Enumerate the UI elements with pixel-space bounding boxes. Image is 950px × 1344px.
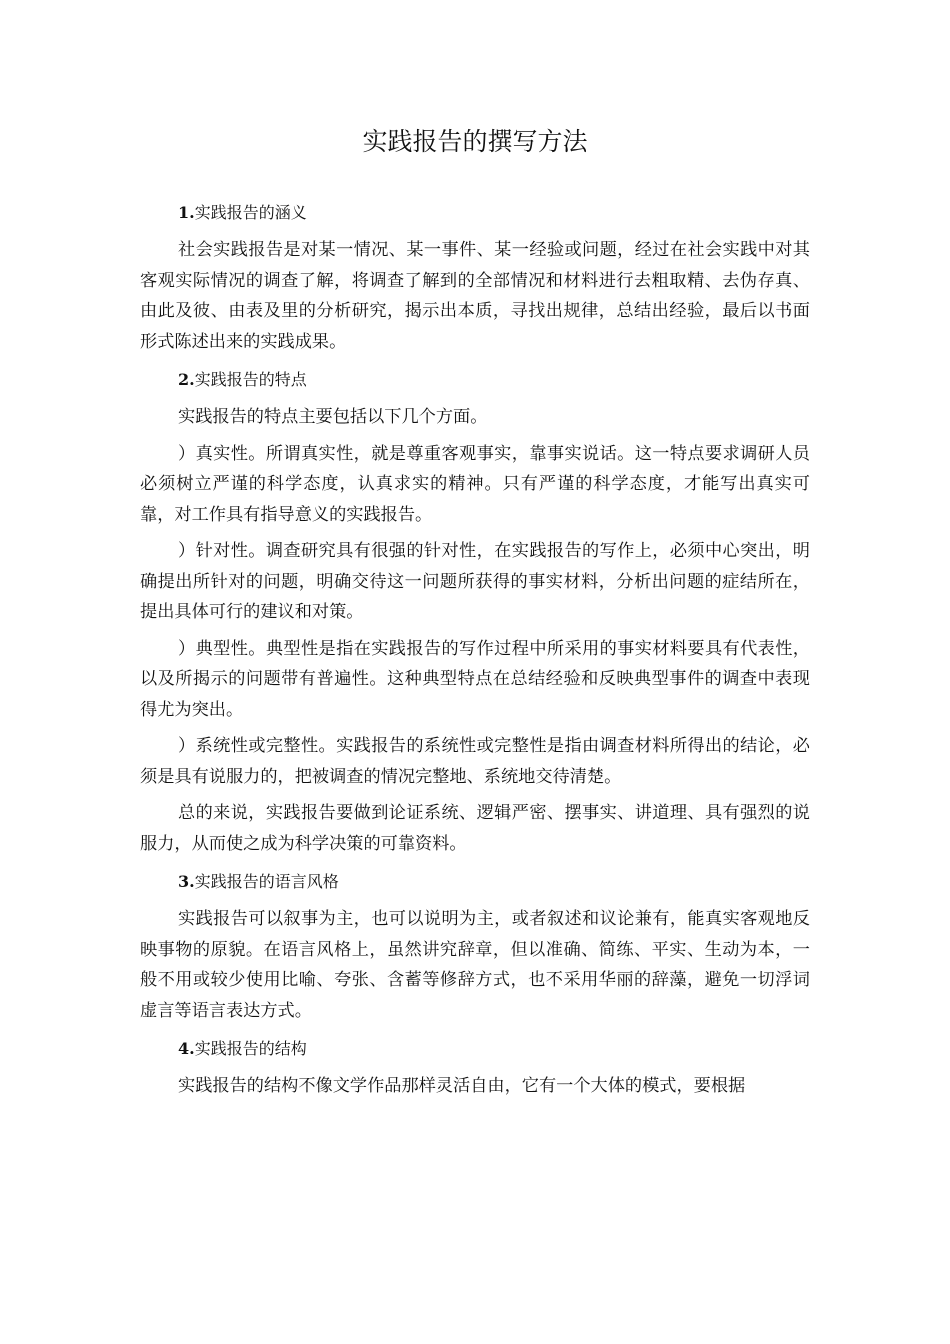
paragraph-closing: 总的来说，实践报告要做到论证系统、逻辑严密、摆事实、讲道理、具有强烈的说服力，从而使之成为科学决策的可靠资料。 bbox=[140, 803, 810, 854]
section-number: 2. bbox=[178, 370, 195, 389]
section-heading-2 bbox=[140, 363, 810, 397]
list-item: ）典型性。典型性是指在实践报告的写作过程中所采用的事实材料要具有代表性，以及所揭示的问题带有普遍性。这种典型特点在总结经验和反映典型事件的调查中表现得尤为突出。 bbox=[140, 638, 810, 720]
section-heading-4 bbox=[140, 1032, 810, 1066]
section-number: 4. bbox=[178, 1039, 195, 1058]
section-heading-3 bbox=[140, 865, 810, 899]
paragraph: 实践报告的结构不像文学作品那样灵活自由，它有一个大体的模式，要根据 bbox=[178, 1076, 746, 1096]
paragraph: 实践报告可以叙事为主，也可以说明为主，或者叙述和议论兼有，能真实客观地反映事物的原貌。在语言风格上，虽然讲究辞章，但以准确、简练、平实、生动为本，一般不用或较少使用比喻、夸张、含蓄等修辞方式，也不采用华丽的辞藻，避免一切浮词虚言等语言表达方式。 bbox=[140, 909, 810, 1021]
section-number: 3. bbox=[178, 872, 195, 891]
section-number: 1. bbox=[178, 203, 195, 222]
section-heading-text: 实践报告的结构 bbox=[194, 1039, 307, 1058]
document-body bbox=[140, 196, 810, 1108]
list-item: ）真实性。所谓真实性，就是尊重客观事实，靠事实说话。这一特点要求调研人员必须树立严谨的科学态度，认真求实的精神。只有严谨的科学态度，才能写出真实可靠，对工作具有指导意义的实践报告。 bbox=[140, 443, 810, 525]
paragraph-intro: 实践报告的特点主要包括以下几个方面。 bbox=[178, 407, 488, 427]
list-item: ）针对性。调查研究具有很强的针对性，在实践报告的写作上，必须中心突出，明确提出所针对的问题，明确交待这一问题所获得的事实材料，分析出问题的症结所在，提出具体可行的建议和对策。 bbox=[140, 541, 810, 622]
section-heading-text: 实践报告的涵义 bbox=[194, 203, 307, 222]
section-heading-text: 实践报告的语言风格 bbox=[194, 872, 339, 891]
paragraph: 社会实践报告是对某一情况、某一事件、某一经验或问题，经过在社会实践中对其客观实际情况的调查了解，将调查了解到的全部情况和材料进行去粗取精、去伪存真、由此及彼、由表及里的分析研究，揭示出本质，寻找出规律，总结出经验，最后以书面形式陈述出来的实践成果。 bbox=[140, 240, 810, 352]
section-heading-1 bbox=[140, 196, 810, 230]
page-title: 实践报告的撰写方法 bbox=[362, 127, 588, 156]
section-heading-text: 实践报告的特点 bbox=[194, 370, 307, 389]
list-item: ）系统性或完整性。实践报告的系统性或完整性是指由调查材料所得出的结论，必须是具有说服力的，把被调查的情况完整地、系统地交待清楚。 bbox=[140, 736, 810, 787]
